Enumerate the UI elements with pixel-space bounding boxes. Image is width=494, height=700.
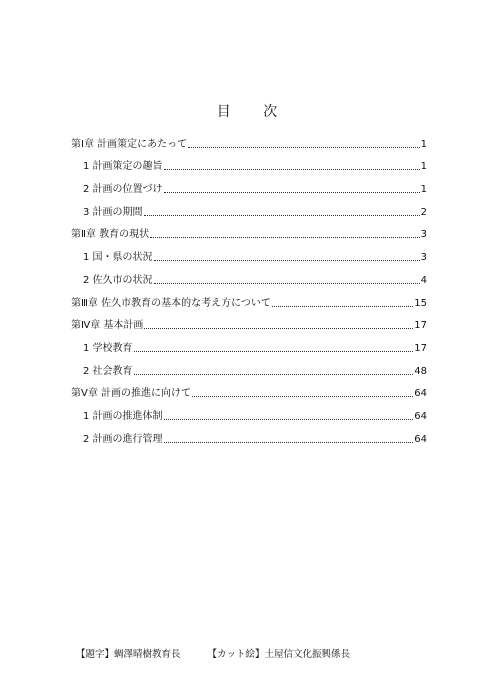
dot-leader bbox=[144, 328, 413, 329]
toc-page-number: 17 bbox=[414, 320, 427, 332]
dot-leader bbox=[134, 351, 414, 352]
toc-entry-label: 2 社会教育 bbox=[83, 365, 133, 377]
dot-leader bbox=[154, 260, 420, 261]
illustration-credit: 【カット絵】土屋信文化振興係長 bbox=[207, 649, 350, 660]
toc-entry-label: 3 計画の期間 bbox=[83, 206, 143, 218]
toc-entry-label: 2 佐久市の状況 bbox=[83, 274, 153, 286]
toc-page-number: 3 bbox=[420, 252, 427, 264]
toc-entry-label: 1 計画の推進体制 bbox=[83, 410, 163, 422]
toc-page-number: 64 bbox=[414, 433, 427, 445]
dot-leader bbox=[164, 192, 420, 193]
toc-entry-label: 第Ⅲ章 佐久市教育の基本的な考え方について bbox=[71, 297, 271, 309]
page-title: 目 次 bbox=[216, 104, 292, 120]
toc-chapter bbox=[71, 287, 427, 310]
toc-subentry bbox=[71, 196, 427, 219]
toc-subentry bbox=[71, 151, 427, 174]
dot-leader bbox=[164, 169, 420, 170]
toc-entry-label: 1 計画策定の趣旨 bbox=[83, 161, 163, 173]
dot-leader bbox=[144, 215, 420, 216]
toc-subentry bbox=[71, 423, 427, 446]
dot-leader bbox=[164, 419, 414, 420]
toc-subentry bbox=[71, 355, 427, 378]
toc-subentry bbox=[71, 400, 427, 423]
toc-entry-label: 第Ⅳ章 基本計画 bbox=[71, 320, 144, 332]
toc-subentry bbox=[71, 241, 427, 264]
toc-subentry bbox=[71, 173, 427, 196]
dot-leader bbox=[188, 147, 419, 148]
credits bbox=[76, 646, 350, 660]
toc-entry-label: 2 計画の位置づけ bbox=[83, 184, 163, 196]
toc-entry-label: 1 学校教育 bbox=[83, 342, 133, 354]
dot-leader bbox=[272, 306, 413, 307]
dot-leader bbox=[134, 374, 414, 375]
dot-leader bbox=[154, 283, 420, 284]
toc-page-number: 64 bbox=[414, 410, 427, 422]
toc-chapter bbox=[71, 219, 427, 242]
toc-entry-label: 1 国・県の状況 bbox=[83, 252, 153, 264]
toc-page-number: 15 bbox=[414, 297, 427, 309]
toc-chapter bbox=[71, 310, 427, 333]
toc-page-number: 3 bbox=[420, 229, 427, 241]
toc-chapter bbox=[71, 378, 427, 401]
toc-page-number: 1 bbox=[420, 161, 427, 173]
toc-page-number: 17 bbox=[414, 342, 427, 354]
toc-subentry bbox=[71, 264, 427, 287]
toc-entry-label: 第Ⅴ章 計画の推進に向けて bbox=[71, 388, 192, 400]
toc-entry-label: 第Ⅱ章 教育の現状 bbox=[71, 229, 150, 241]
toc-page-number: 2 bbox=[420, 206, 427, 218]
dot-leader bbox=[150, 237, 420, 238]
toc-page-number: 1 bbox=[420, 138, 427, 150]
toc-subentry bbox=[71, 332, 427, 355]
toc-chapter bbox=[71, 128, 427, 151]
toc-page-number: 48 bbox=[414, 365, 427, 377]
toc-entry-label: 第Ⅰ章 計画策定にあたって bbox=[71, 138, 188, 150]
calligraphy-credit: 【題字】蜩澤晴樹教育長 bbox=[76, 649, 181, 660]
toc-page-number: 1 bbox=[420, 184, 427, 196]
table-of-contents bbox=[71, 128, 427, 446]
toc-page-number: 64 bbox=[414, 388, 427, 400]
toc-entry-label: 2 計画の進行管理 bbox=[83, 433, 163, 445]
dot-leader bbox=[164, 442, 414, 443]
dot-leader bbox=[192, 396, 413, 397]
toc-page-number: 4 bbox=[420, 274, 427, 286]
